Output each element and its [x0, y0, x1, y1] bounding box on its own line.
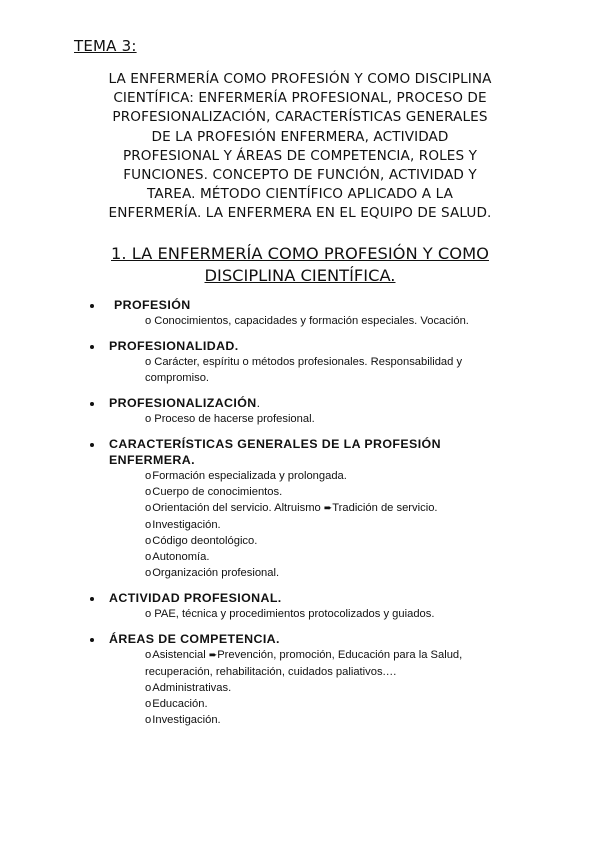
section-heading-line: DISCIPLINA CIENTÍFICA. — [204, 265, 396, 285]
sub-item-text: Investigación. — [152, 519, 221, 531]
summary-line: LA ENFERMERÍA COMO PROFESIÓN Y COMO DISCIPLINA — [108, 71, 492, 87]
list-item-profesionalizacion — [82, 395, 522, 427]
summary-line: FUNCIONES. CONCEPTO DE FUNCIÓN, ACTIVIDAD Y — [123, 167, 477, 184]
sub-item — [145, 606, 522, 622]
list-item-profesionalidad — [82, 338, 522, 386]
sub-item-text: Investigación. — [152, 714, 221, 726]
sub-bullet-marker: o — [145, 470, 152, 482]
arrow-right-icon: ➨ — [208, 650, 218, 661]
sub-item — [145, 313, 522, 329]
item-heading-line: ENFERMERA. — [109, 453, 195, 467]
sub-item — [145, 565, 522, 581]
item-heading: PROFESIONALIDAD. — [109, 339, 239, 353]
item-heading — [109, 395, 522, 411]
item-heading-line: CARACTERÍSTICAS GENERALES DE LA PROFESIÓN — [109, 437, 441, 451]
sub-item-text: Asistencial — [152, 649, 209, 661]
summary-line: DE LA PROFESIÓN ENFERMERA, ACTIVIDAD — [151, 128, 449, 145]
item-heading: PROFESIÓN — [114, 298, 191, 312]
sub-item-text: Proceso de hacerse profesional. — [154, 413, 315, 425]
arrow-right-icon: ➨ — [323, 503, 333, 514]
sub-item — [145, 647, 505, 680]
sub-list — [145, 468, 522, 581]
sub-item-text: Conocimientos, capacidades y formación especiales. Vocación. — [154, 315, 469, 327]
sub-item-text: Autonomía. — [152, 551, 210, 563]
sub-list — [145, 313, 522, 329]
sub-bullet-marker: o — [145, 502, 152, 514]
sub-item-text: Carácter, espíritu o métodos profesionales. Responsabilidad y compromiso. — [145, 356, 463, 384]
sub-bullet-marker: o — [145, 608, 152, 620]
sub-item-text: PAE, técnica y procedimientos protocolizados y guiados. — [154, 608, 435, 620]
bullet-dot-icon — [90, 443, 94, 447]
summary-line: PROFESIONAL Y ÁREAS DE COMPETENCIA, ROLES Y — [122, 147, 478, 164]
sub-item — [145, 549, 522, 565]
sub-item-text: Formación especializada y prolongada. — [152, 470, 347, 482]
list-item-areas-competencia — [82, 631, 522, 728]
sub-bullet-marker: o — [145, 714, 152, 726]
sub-item-text: Administrativas. — [152, 682, 232, 694]
sub-list — [145, 411, 522, 427]
summary-line: CIENTÍFICA: ENFERMERÍA PROFESIONAL, PROCESO DE — [113, 90, 487, 107]
sub-item — [145, 484, 522, 500]
item-heading — [109, 436, 522, 468]
sub-bullet-marker: o — [145, 413, 152, 425]
sub-item — [145, 500, 522, 517]
sub-item — [145, 411, 522, 427]
sub-item — [145, 680, 522, 696]
sub-bullet-marker: o — [145, 356, 152, 368]
sub-item-text: Organización profesional. — [152, 567, 280, 579]
sub-item-text: Cuerpo de conocimientos. — [152, 486, 283, 498]
sub-item — [145, 696, 522, 712]
bullet-dot-icon — [90, 597, 94, 601]
summary-line: ENFERMERÍA. LA ENFERMERA EN EL EQUIPO DE SALUD. — [108, 205, 492, 222]
list-item-caracteristicas — [82, 436, 522, 581]
section-heading-line: 1. LA ENFERMERÍA COMO PROFESIÓN Y COMO — [111, 244, 489, 263]
sub-bullet-marker: o — [145, 682, 152, 694]
sub-item-text: Prevención, promoción, Educación para la Salud, recuperación, rehabilitación, cuidados paliativos.… — [145, 649, 463, 678]
sub-item-text: Orientación del servicio. Altruismo — [152, 502, 324, 514]
bullet-dot-icon — [90, 402, 94, 406]
sub-item — [145, 517, 522, 533]
bullet-dot-icon — [90, 638, 94, 642]
topic-summary — [60, 70, 540, 224]
sub-bullet-marker: o — [145, 486, 152, 498]
sub-item-text: Tradición de servicio. — [332, 502, 438, 514]
sub-item-text: Educación. — [152, 698, 208, 710]
sub-bullet-marker: o — [145, 649, 152, 661]
sub-item — [145, 712, 522, 728]
item-heading: ACTIVIDAD PROFESIONAL. — [109, 591, 282, 605]
sub-item-text: Código deontológico. — [152, 535, 258, 547]
bullet-dot-icon — [90, 345, 94, 349]
topic-title: TEMA 3: — [74, 37, 137, 55]
item-heading: ÁREAS DE COMPETENCIA. — [109, 632, 280, 646]
sub-item — [145, 533, 522, 549]
sub-list — [145, 647, 522, 728]
section-heading — [60, 243, 540, 286]
sub-list — [145, 354, 522, 386]
sub-list — [145, 606, 522, 622]
sub-item — [145, 354, 522, 386]
bullet-dot-icon — [90, 304, 94, 308]
sub-bullet-marker: o — [145, 567, 152, 579]
summary-line: TAREA. MÉTODO CIENTÍFICO APLICADO A LA — [147, 186, 453, 203]
summary-line: PROFESIONALIZACIÓN, CARACTERÍSTICAS GENERALES — [112, 109, 488, 126]
sub-bullet-marker: o — [145, 535, 152, 547]
list-item-profesion — [82, 297, 522, 329]
item-heading-suffix: . — [256, 396, 261, 410]
sub-bullet-marker: o — [145, 315, 152, 327]
sub-bullet-marker: o — [145, 519, 152, 531]
bullet-list — [82, 297, 522, 737]
item-heading-text: PROFESIONALIZACIÓN — [109, 396, 257, 410]
sub-item — [145, 468, 522, 484]
sub-bullet-marker: o — [145, 698, 152, 710]
list-item-actividad-profesional — [82, 590, 522, 622]
sub-bullet-marker: o — [145, 551, 152, 563]
